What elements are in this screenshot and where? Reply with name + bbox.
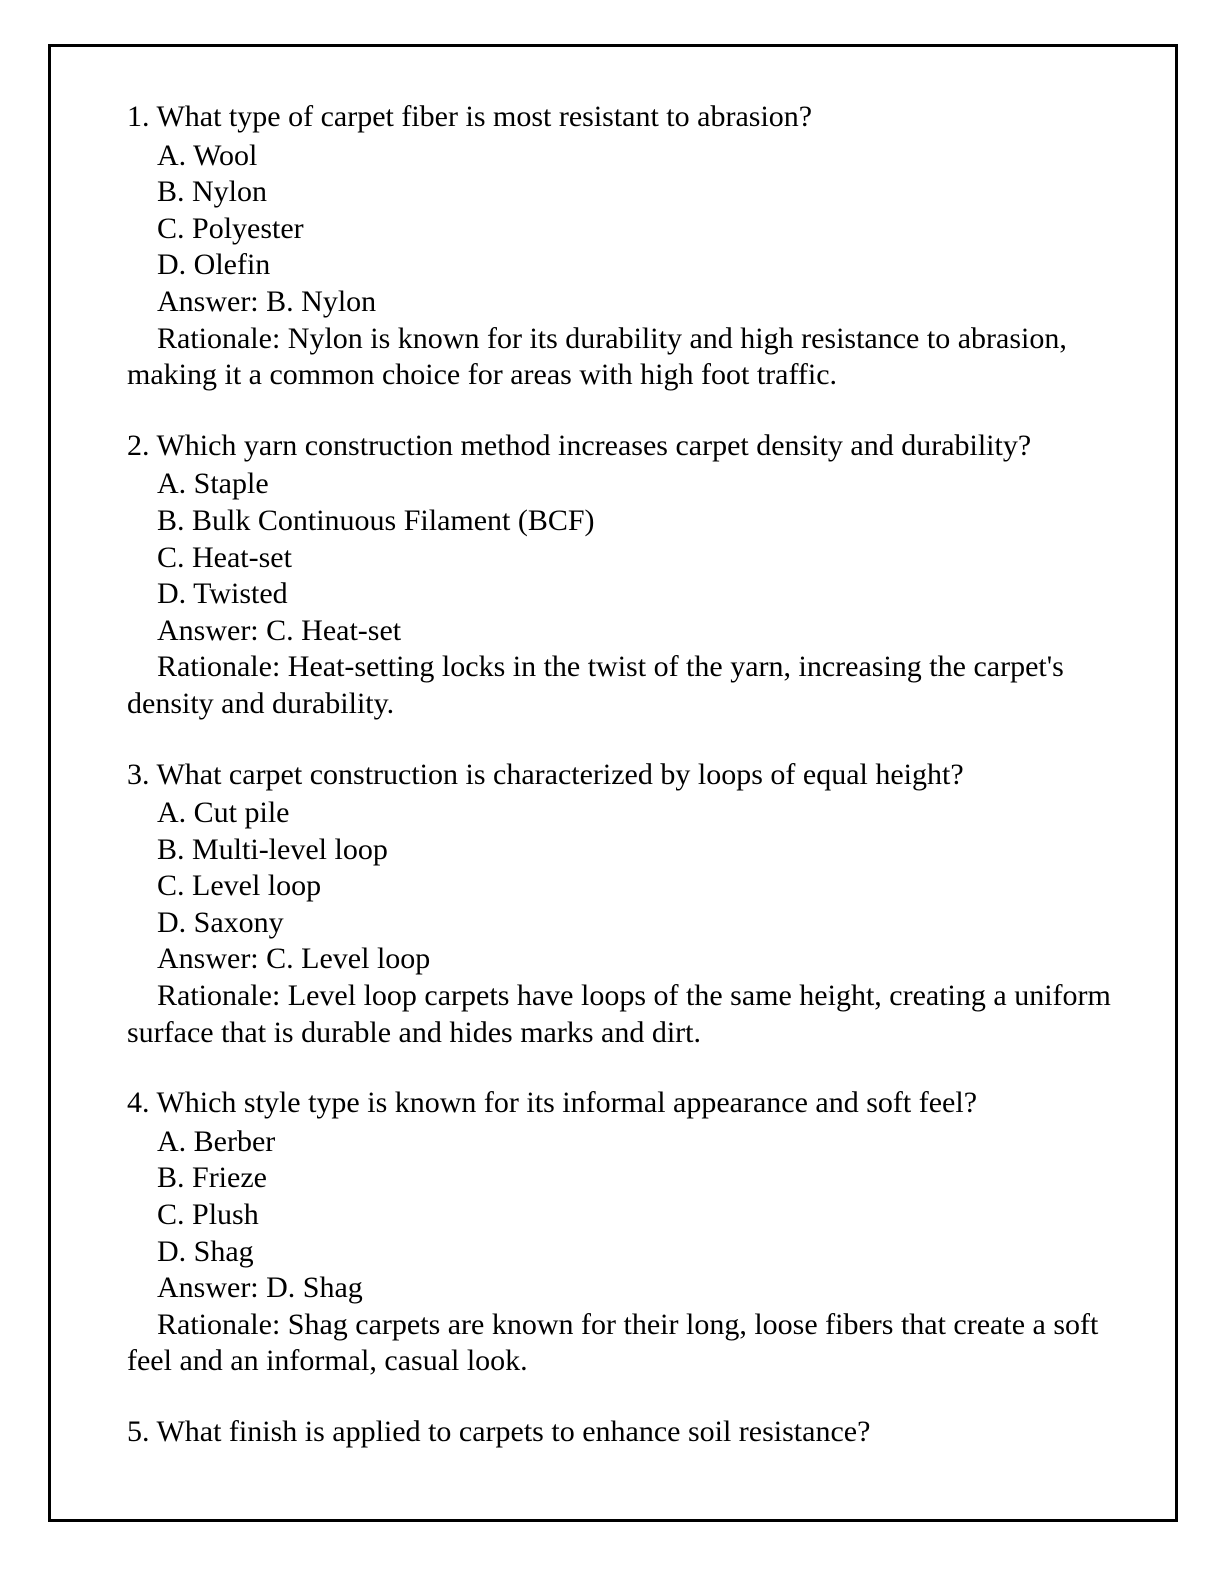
question-stem [127, 1414, 1127, 1451]
option-c: C. Heat-set [157, 540, 292, 574]
question-stem [127, 428, 1127, 465]
question-stem [127, 1085, 1127, 1122]
option-b: B. Multi-level loop [157, 832, 388, 866]
question-stem [127, 99, 1127, 136]
question-number: 4. [127, 1086, 157, 1120]
option-d: D. Olefin [157, 248, 271, 282]
question-number: 2. [127, 428, 157, 462]
option-a: A. Staple [157, 467, 269, 501]
document-page [48, 44, 1178, 1522]
option-d: D. Twisted [157, 577, 288, 611]
question-number: 3. [127, 757, 157, 791]
option-b: B. Frieze [157, 1161, 267, 1195]
question-stem [127, 757, 1127, 794]
question-number: 5. [127, 1415, 157, 1448]
question-block [127, 1414, 1127, 1451]
option-d: D. Shag [157, 1234, 254, 1268]
option-d: D. Saxony [157, 905, 284, 939]
option-c: C. Level loop [157, 869, 322, 903]
answer-line: Answer: D. Shag [157, 1271, 363, 1305]
answer-line: Answer: B. Nylon [157, 284, 377, 318]
rationale-text: Rationale: Heat-setting locks in the twist of the yarn, increasing the carpet's density and durability. [127, 650, 1064, 720]
option-a: A. Wool [157, 138, 258, 172]
question-text: Which yarn construction method increases carpet density and durability? [156, 428, 1032, 462]
question-text: Which style type is known for its informal appearance and soft feel? [156, 1086, 978, 1120]
question-text: What carpet construction is characterized by loops of equal height? [156, 757, 964, 791]
question-text: What finish is applied to carpets to enhance soil resistance? [156, 1415, 871, 1448]
question-text: What type of carpet fiber is most resistant to abrasion? [156, 100, 813, 133]
rationale-text: Rationale: Nylon is known for its durability and high resistance to abrasion, making it a common choice for areas with high foot traffic. [127, 321, 1067, 392]
question-block [127, 757, 1127, 1052]
answer-line: Answer: C. Level loop [157, 942, 431, 976]
option-c: C. Plush [157, 1198, 259, 1232]
question-number: 1. [127, 100, 157, 133]
rationale-text: Rationale: Shag carpets are known for their long, loose fibers that create a soft feel and an informal, casual look. [127, 1307, 1099, 1378]
rationale-text: Rationale: Level loop carpets have loops of the same height, creating a uniform surface that is durable and hides marks and dirt. [127, 979, 1111, 1049]
question-block [127, 99, 1127, 394]
question-block [127, 1085, 1127, 1380]
question-block [127, 428, 1127, 723]
document-content [51, 47, 1175, 1451]
option-a: A. Berber [157, 1124, 276, 1158]
option-a: A. Cut pile [157, 796, 290, 830]
option-b: B. Bulk Continuous Filament (BCF) [157, 503, 595, 537]
answer-line: Answer: C. Heat-set [157, 613, 402, 647]
option-c: C. Polyester [157, 211, 304, 245]
option-b: B. Nylon [157, 175, 268, 209]
